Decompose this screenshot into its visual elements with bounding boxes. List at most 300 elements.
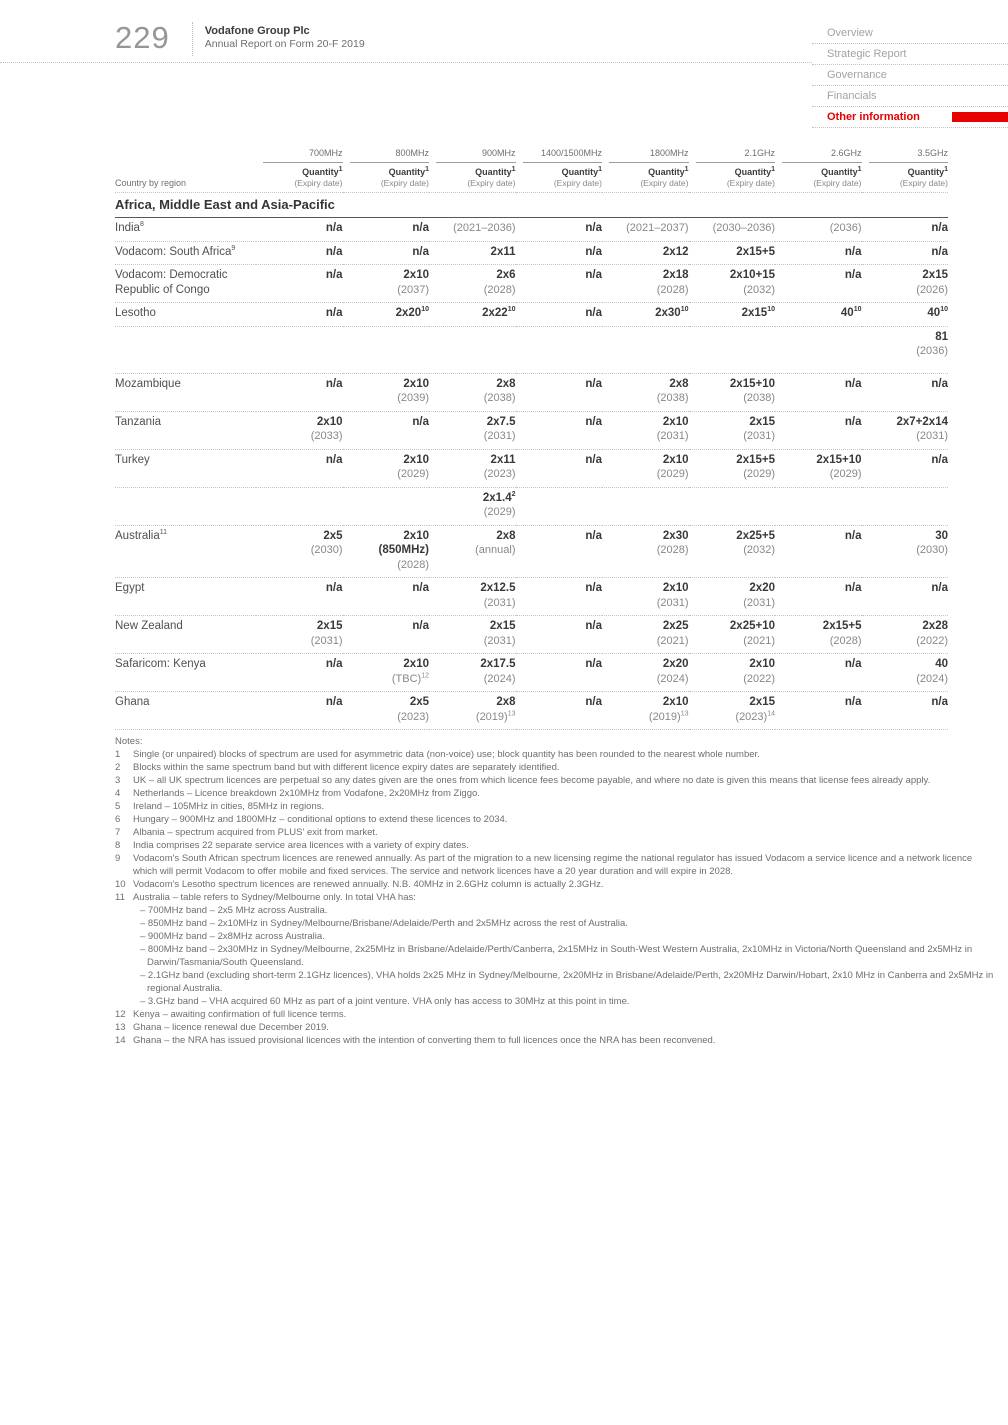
spectrum-cell bbox=[429, 303, 516, 327]
spectrum-cell bbox=[862, 692, 949, 730]
page-number: 229 bbox=[115, 20, 170, 55]
expiry-date: (2038) bbox=[483, 392, 516, 404]
spectrum-cell bbox=[429, 241, 516, 265]
table-row bbox=[115, 525, 948, 578]
quantity-value: n/a bbox=[585, 658, 602, 670]
note-item bbox=[115, 826, 995, 839]
note-text: Blocks within the same spectrum band but with different licence expiry dates are separately identified. bbox=[133, 762, 560, 773]
band-label: 800MHz bbox=[350, 148, 430, 163]
page-header bbox=[115, 20, 365, 56]
spectrum-cell bbox=[689, 578, 776, 616]
quantity-value: 2x10 bbox=[403, 529, 429, 542]
nav-item-other-information[interactable] bbox=[812, 107, 1008, 128]
note-item bbox=[115, 839, 995, 852]
spectrum-cell bbox=[256, 303, 343, 327]
note-number: 13 bbox=[115, 1022, 126, 1033]
country-cell: Ghana bbox=[115, 692, 256, 730]
spectrum-cell bbox=[343, 692, 430, 730]
expiry-date: (2028) bbox=[829, 634, 862, 647]
note-item bbox=[115, 1021, 995, 1034]
spectrum-cell bbox=[516, 449, 603, 487]
expiry-label: (Expiry date) bbox=[899, 178, 948, 188]
quantity-value: 2x10 bbox=[662, 453, 689, 466]
quantity-value: 2x17.5 bbox=[480, 658, 516, 670]
quantity-value: n/a bbox=[585, 529, 602, 542]
spectrum-cell bbox=[429, 411, 516, 449]
note-text: Vodacom's South African spectrum licences are renewed annually. As part of the migration to a new licensing regime the national regulator has issued Vodacom a service licence and a network licence which will permit Vodacom to offer mobile and fixed services. The service and network licences have a 20 year duration and will expire in 2028. bbox=[133, 853, 973, 877]
quantity-value: n/a bbox=[931, 582, 948, 594]
band-header-cell bbox=[689, 148, 776, 193]
expiry-date: (2023) bbox=[397, 710, 429, 723]
spectrum-table bbox=[115, 148, 948, 730]
expiry-date: $(2023)^{14}$ bbox=[735, 709, 775, 723]
note-text: Australia – table refers to Sydney/Melbourne only. In total VHA has: – 700MHz band – 2x5 MHz across Australia. – 850MHz band – 2x10MHz in Sydney/Melbourne/Brisbane/Adelaide/Perth and 2x5MHz across the rest of Australia. – 900MHz band – 2x8MHz across Australia. – 800MHz band – 2x30MHz in Sydney/Melbourne, 2x25MHz in Brisbane/Adelaide/Perth/Canberra, 2x15MHz in South-West Western Australia, 2x10MHz in Victoria/North Queensland and 2x5MHz in Darwin/Tasmania/South Queensland. – 2.1GHz band (excluding short-term 2.1GHz licences), VHA holds 2x25 MHz in Sydney/Melbourne, 2x20MHz in Brisbane/Adelaide/Perth, 2x20MHz Darwin/Hobart, 2x10 MHz in Canberra and 2x5MHz in regional Australia. – 3.GHz band – VHA acquired 60 MHz as part of a joint venture. VHA only has access to 30MHz at this point in time. bbox=[133, 892, 994, 1007]
spectrum-cell bbox=[343, 411, 430, 449]
table-row bbox=[115, 578, 948, 616]
quantity-value: n/a bbox=[585, 620, 602, 632]
spectrum-cell bbox=[862, 241, 949, 265]
note-text: Albania – spectrum acquired from PLUS' exit from market. bbox=[133, 827, 378, 838]
spectrum-cell bbox=[775, 487, 862, 525]
spectrum-cell bbox=[429, 373, 516, 411]
expiry-date: (2031) bbox=[656, 430, 689, 442]
quantity-value: 2x10 bbox=[403, 269, 429, 281]
quantity-value: n/a bbox=[325, 582, 343, 594]
table-header-row bbox=[115, 148, 948, 193]
note-item bbox=[115, 813, 995, 826]
quantity-value: (850MHz) bbox=[378, 544, 429, 556]
band-label: 2.6GHz bbox=[782, 148, 862, 163]
quantity-value: 2x20 bbox=[749, 582, 775, 594]
spectrum-cell bbox=[343, 525, 430, 578]
spectrum-cell bbox=[343, 373, 430, 411]
spectrum-cell bbox=[775, 326, 862, 373]
expiry-date: (2037) bbox=[397, 283, 429, 296]
note-number: 10 bbox=[115, 879, 126, 890]
quantity-value: 2x28 bbox=[922, 620, 948, 632]
spectrum-cell bbox=[602, 241, 689, 265]
quantity-value: 2x8 bbox=[496, 696, 516, 708]
spectrum-cell bbox=[256, 692, 343, 730]
nav-item-label: Governance bbox=[827, 69, 887, 81]
expiry-date: (2031) bbox=[916, 430, 948, 442]
quantity-value: n/a bbox=[844, 529, 862, 542]
spectrum-cell bbox=[602, 265, 689, 303]
quantity-value: n/a bbox=[844, 658, 862, 670]
quantity-value: 2x10 bbox=[749, 658, 775, 670]
note-subitem: – 850MHz band – 2x10MHz in Sydney/Melbourne/Brisbane/Adelaide/Perth and 2x5MHz across the rest of Australia. bbox=[140, 918, 628, 929]
quantity-label: Quantity$^1$ bbox=[302, 166, 343, 177]
spectrum-cell bbox=[602, 373, 689, 411]
expiry-date: (2036) bbox=[916, 345, 948, 357]
expiry-date: (2031) bbox=[310, 634, 343, 647]
spectrum-cell bbox=[429, 692, 516, 730]
spectrum-cell bbox=[516, 411, 603, 449]
spectrum-cell bbox=[862, 218, 949, 242]
quantity-value: $2x20^{10}$ bbox=[395, 306, 429, 319]
band-header-cell bbox=[602, 148, 689, 193]
expiry-date: (2038) bbox=[656, 392, 689, 404]
note-item bbox=[115, 878, 995, 891]
note-number: 4 bbox=[115, 788, 121, 799]
spectrum-cell bbox=[689, 692, 776, 730]
spectrum-cell bbox=[602, 654, 689, 692]
band-header-cell bbox=[429, 148, 516, 193]
spectrum-cell bbox=[775, 578, 862, 616]
quantity-value: 2x12 bbox=[662, 245, 689, 258]
quantity-value: n/a bbox=[412, 620, 429, 632]
spectrum-cell bbox=[343, 654, 430, 692]
spectrum-cell bbox=[516, 616, 603, 654]
spectrum-cell bbox=[516, 525, 603, 578]
expiry-date: (2033) bbox=[310, 430, 343, 442]
expiry-date: $(2019)^{13}$ bbox=[648, 709, 689, 723]
spectrum-cell bbox=[862, 373, 949, 411]
quantity-value: 2x10+15 bbox=[729, 269, 775, 281]
quantity-value: n/a bbox=[931, 245, 948, 258]
note-number: 12 bbox=[115, 1009, 126, 1020]
note-number: 9 bbox=[115, 853, 121, 864]
country-cell: Australia$^{11}$ bbox=[115, 525, 256, 578]
notes-list bbox=[115, 748, 995, 1047]
quantity-value: $40^{10}$ bbox=[927, 306, 948, 319]
quantity-value: n/a bbox=[325, 696, 343, 708]
quantity-value: 2x10 bbox=[403, 377, 429, 390]
country-cell: Vodacom: Democratic Republic of Congo bbox=[115, 265, 256, 303]
expiry-date: (2028) bbox=[656, 283, 689, 296]
expiry-label: (Expiry date) bbox=[813, 178, 862, 188]
expiry-date: (2024) bbox=[483, 672, 516, 685]
spectrum-cell bbox=[343, 265, 430, 303]
note-item bbox=[115, 761, 995, 774]
quantity-value: n/a bbox=[931, 222, 948, 234]
spectrum-cell bbox=[602, 692, 689, 730]
spectrum-cell bbox=[862, 326, 949, 373]
country-cell: New Zealand bbox=[115, 616, 256, 654]
quantity-value: 2x8 bbox=[496, 377, 516, 390]
nav-item-governance[interactable] bbox=[812, 65, 1008, 86]
spectrum-cell bbox=[343, 326, 430, 373]
quantity-value: 2x15 bbox=[922, 269, 948, 281]
expiry-date: (2029) bbox=[829, 468, 862, 480]
note-text: Vodacom's Lesotho spectrum licences are renewed annually. N.B. 40MHz in 2.6GHz column is actually 2.3GHz. bbox=[133, 879, 604, 890]
quantity-value: 2x18 bbox=[662, 269, 689, 281]
expiry-label: (Expiry date) bbox=[640, 178, 689, 188]
quantity-value: 2x7+2x14 bbox=[896, 415, 948, 428]
expiry-date: (2030–2036) bbox=[712, 222, 775, 234]
quantity-value: $2x22^{10}$ bbox=[482, 306, 516, 319]
expiry-date: (annual) bbox=[475, 544, 516, 556]
table-row bbox=[115, 449, 948, 487]
nav-item-financials[interactable] bbox=[812, 86, 1008, 107]
quantity-value: 2x10 bbox=[403, 453, 429, 466]
quantity-value: 2x15 bbox=[316, 620, 343, 632]
expiry-date: (2030) bbox=[310, 544, 343, 556]
country-cell bbox=[115, 487, 256, 525]
band-label: 700MHz bbox=[263, 148, 343, 163]
quantity-value: 2x5 bbox=[323, 529, 343, 542]
spectrum-cell bbox=[256, 654, 343, 692]
spectrum-cell bbox=[429, 578, 516, 616]
spectrum-cell bbox=[689, 241, 776, 265]
quantity-value: n/a bbox=[931, 453, 948, 466]
note-number: 6 bbox=[115, 814, 121, 825]
quantity-value: 2x15 bbox=[749, 696, 775, 708]
nav-item-label: Strategic Report bbox=[827, 48, 907, 60]
note-item bbox=[115, 774, 995, 787]
band-header-cell bbox=[862, 148, 949, 193]
quantity-value: 2x25+10 bbox=[729, 620, 775, 632]
quantity-value: n/a bbox=[585, 453, 602, 466]
quantity-value: n/a bbox=[585, 222, 602, 234]
expiry-date: (2021–2036) bbox=[453, 222, 516, 234]
expiry-date: (2024) bbox=[916, 672, 948, 685]
note-text: UK – all UK spectrum licences are perpetual so any dates given are the ones from which licence fees become payable, and where no date is given this means that license fees already apply. bbox=[133, 775, 931, 786]
quantity-value: n/a bbox=[325, 453, 343, 466]
spectrum-cell bbox=[429, 616, 516, 654]
note-text: Single (or unpaired) blocks of spectrum are used for asymmetric data (non-voice) use; block quantity has been rounded to the nearest whole number. bbox=[133, 749, 760, 760]
quantity-value: n/a bbox=[585, 582, 602, 594]
spectrum-cell bbox=[775, 654, 862, 692]
table-row bbox=[115, 487, 948, 525]
spectrum-cell bbox=[516, 487, 603, 525]
spectrum-cell bbox=[429, 487, 516, 525]
quantity-value: 2x10 bbox=[316, 415, 343, 428]
spectrum-cell bbox=[862, 616, 949, 654]
quantity-value: 2x20 bbox=[662, 658, 689, 670]
spectrum-cell bbox=[862, 449, 949, 487]
note-text: India comprises 22 separate service area licences with a variety of expiry dates. bbox=[133, 840, 469, 851]
nav-item-label: Overview bbox=[827, 27, 873, 39]
expiry-date: (2021–2037) bbox=[626, 222, 689, 234]
note-subitem: – 2.1GHz band (excluding short-term 2.1GHz licences), VHA holds 2x25 MHz in Sydney/Melbourne, 2x20MHz in Brisbane/Adelaide/Perth, 2x20MHz Darwin/Hobart, 2x10 MHz in Canberra and 2x5MHz in regional Australia. bbox=[140, 970, 994, 994]
expiry-date: (2024) bbox=[656, 672, 689, 685]
spectrum-cell bbox=[429, 326, 516, 373]
expiry-date: (2022) bbox=[916, 634, 948, 647]
note-item bbox=[115, 891, 995, 1008]
table-row bbox=[115, 303, 948, 327]
quantity-value: $2x30^{10}$ bbox=[655, 306, 689, 319]
spectrum-cell bbox=[343, 241, 430, 265]
note-number: 1 bbox=[115, 749, 121, 760]
expiry-date: (2021) bbox=[743, 634, 775, 647]
quantity-value: 2x30 bbox=[662, 529, 689, 542]
expiry-date: (2028) bbox=[483, 283, 516, 296]
expiry-date: (2030) bbox=[916, 544, 948, 556]
spectrum-cell bbox=[429, 449, 516, 487]
nav-item-strategic-report[interactable] bbox=[812, 44, 1008, 65]
spectrum-cell bbox=[256, 326, 343, 373]
quantity-value: 2x12.5 bbox=[480, 582, 516, 594]
spectrum-cell bbox=[343, 449, 430, 487]
quantity-value: 2x5 bbox=[409, 696, 429, 708]
quantity-value: n/a bbox=[844, 696, 862, 708]
quantity-value: 2x15+5 bbox=[736, 453, 775, 466]
band-label: 2.1GHz bbox=[696, 148, 776, 163]
spectrum-cell bbox=[602, 218, 689, 242]
notes-section bbox=[115, 735, 995, 1047]
note-number: 2 bbox=[115, 762, 121, 773]
spectrum-cell bbox=[256, 449, 343, 487]
expiry-date: (2031) bbox=[483, 596, 516, 609]
band-header-cell bbox=[343, 148, 430, 193]
spectrum-cell bbox=[516, 303, 603, 327]
expiry-date: (2028) bbox=[656, 544, 689, 556]
expiry-date: $(2019)^{13}$ bbox=[475, 709, 516, 723]
spectrum-cell bbox=[516, 654, 603, 692]
quantity-value: n/a bbox=[585, 415, 602, 428]
quantity-value: n/a bbox=[931, 696, 948, 708]
note-subitem: – 800MHz band – 2x30MHz in Sydney/Melbourne, 2x25MHz in Brisbane/Adelaide/Perth/Canberra, 2x15MHz in South-West Western Australia, 2x10MHz in Victoria/North Queensland and 2x5MHz in Darwin/Tasmania/South Queensland. bbox=[140, 944, 973, 968]
expiry-label: (Expiry date) bbox=[380, 178, 429, 188]
note-number: 14 bbox=[115, 1035, 126, 1046]
spectrum-cell bbox=[689, 218, 776, 242]
quantity-value: n/a bbox=[585, 377, 602, 390]
quantity-value: 2x10 bbox=[662, 582, 689, 594]
quantity-value: 2x15+10 bbox=[816, 453, 862, 466]
note-number: 8 bbox=[115, 840, 121, 851]
expiry-label: (Expiry date) bbox=[726, 178, 775, 188]
spectrum-cell bbox=[429, 265, 516, 303]
quantity-value: $2x15^{10}$ bbox=[741, 306, 775, 319]
spectrum-cell bbox=[602, 411, 689, 449]
note-item bbox=[115, 787, 995, 800]
spectrum-cell bbox=[256, 218, 343, 242]
country-cell: Safaricom: Kenya bbox=[115, 654, 256, 692]
note-text: Kenya – awaiting confirmation of full licence terms. bbox=[133, 1009, 347, 1020]
spectrum-cell bbox=[602, 326, 689, 373]
expiry-date: (2029) bbox=[656, 468, 689, 480]
spectrum-cell bbox=[862, 487, 949, 525]
spectrum-cell bbox=[256, 265, 343, 303]
quantity-value: n/a bbox=[325, 269, 343, 281]
quantity-label: Quantity$^1$ bbox=[821, 166, 862, 177]
nav-item-label: Other information bbox=[827, 111, 920, 123]
region-section-title: Africa, Middle East and Asia-Pacific bbox=[115, 193, 948, 218]
table-row bbox=[115, 373, 948, 411]
quantity-value: 2x8 bbox=[669, 377, 689, 390]
quantity-value: 2x10 bbox=[662, 696, 689, 708]
spectrum-cell bbox=[516, 578, 603, 616]
nav-item-overview[interactable] bbox=[812, 23, 1008, 44]
expiry-date: (2023) bbox=[483, 468, 516, 480]
note-number: 5 bbox=[115, 801, 121, 812]
spectrum-cell bbox=[862, 303, 949, 327]
quantity-label: Quantity$^1$ bbox=[475, 166, 516, 177]
quantity-value: n/a bbox=[844, 415, 862, 428]
quantity-value: 2x6 bbox=[496, 269, 516, 281]
spectrum-cell bbox=[689, 265, 776, 303]
country-cell: Egypt bbox=[115, 578, 256, 616]
spectrum-cell bbox=[516, 692, 603, 730]
band-header-cell bbox=[775, 148, 862, 193]
company-name: Vodafone Group Plc bbox=[204, 25, 310, 37]
quantity-value: 2x15 bbox=[489, 620, 516, 632]
header-divider bbox=[192, 22, 193, 56]
nav-item-label: Financials bbox=[827, 90, 877, 102]
quantity-value: n/a bbox=[412, 222, 429, 234]
spectrum-cell bbox=[256, 373, 343, 411]
table-row bbox=[115, 654, 948, 692]
note-item bbox=[115, 748, 995, 761]
expiry-date: (2022) bbox=[743, 672, 775, 685]
note-number: 11 bbox=[115, 892, 125, 903]
quantity-value: n/a bbox=[844, 245, 862, 258]
spectrum-cell bbox=[862, 265, 949, 303]
spectrum-cell bbox=[429, 218, 516, 242]
quantity-value: 2x25 bbox=[662, 620, 689, 632]
expiry-label: (Expiry date) bbox=[294, 178, 343, 188]
notes-title: Notes: bbox=[115, 736, 143, 747]
quantity-value: n/a bbox=[325, 377, 343, 390]
note-text: Hungary – 900MHz and 1800MHz – conditional options to extend these licences to 2034. bbox=[133, 814, 508, 825]
country-cell: Vodacom: South Africa$^9$ bbox=[115, 241, 256, 265]
quantity-value: n/a bbox=[585, 307, 602, 319]
quantity-value: 40 bbox=[935, 658, 948, 670]
quantity-label: Quantity$^1$ bbox=[734, 166, 775, 177]
spectrum-cell bbox=[775, 241, 862, 265]
spectrum-cell bbox=[516, 265, 603, 303]
spectrum-cell bbox=[343, 616, 430, 654]
region-section-row bbox=[115, 193, 948, 218]
table-row bbox=[115, 411, 948, 449]
expiry-date: (2029) bbox=[483, 506, 516, 518]
spectrum-table-wrap bbox=[115, 148, 948, 730]
expiry-label: (Expiry date) bbox=[553, 178, 602, 188]
quantity-label: Quantity$^1$ bbox=[388, 166, 429, 177]
country-cell: Tanzania bbox=[115, 411, 256, 449]
spectrum-cell bbox=[602, 616, 689, 654]
country-cell: Turkey bbox=[115, 449, 256, 487]
quantity-value: n/a bbox=[325, 245, 343, 258]
quantity-value: n/a bbox=[585, 245, 602, 258]
country-header-cell bbox=[115, 148, 256, 193]
active-section-bar bbox=[952, 112, 1008, 122]
spectrum-cell bbox=[689, 303, 776, 327]
spectrum-cell bbox=[689, 487, 776, 525]
spectrum-cell bbox=[256, 241, 343, 265]
spectrum-cell bbox=[256, 487, 343, 525]
section-nav bbox=[812, 23, 1008, 128]
spectrum-cell bbox=[689, 373, 776, 411]
quantity-value: n/a bbox=[844, 582, 862, 594]
spectrum-cell bbox=[343, 578, 430, 616]
spectrum-cell bbox=[862, 578, 949, 616]
spectrum-cell bbox=[689, 654, 776, 692]
note-number: 3 bbox=[115, 775, 121, 786]
spectrum-cell bbox=[689, 411, 776, 449]
note-subitem: – 700MHz band – 2x5 MHz across Australia. bbox=[140, 905, 328, 916]
band-label: 900MHz bbox=[436, 148, 516, 163]
spectrum-cell bbox=[256, 616, 343, 654]
note-item bbox=[115, 800, 995, 813]
quantity-label: Quantity$^1$ bbox=[561, 166, 602, 177]
expiry-date: (2031) bbox=[483, 634, 516, 647]
quantity-value: n/a bbox=[325, 222, 343, 234]
quantity-value: n/a bbox=[585, 269, 602, 281]
note-text: Ireland – 105MHz in cities, 85MHz in regions. bbox=[133, 801, 325, 812]
band-label: 1400/1500MHz bbox=[523, 148, 603, 163]
expiry-date: (2021) bbox=[656, 634, 689, 647]
quantity-value: $40^{10}$ bbox=[840, 306, 862, 319]
quantity-value: 2x10 bbox=[403, 658, 429, 670]
spectrum-cell bbox=[602, 578, 689, 616]
note-text: Netherlands – Licence breakdown 2x10MHz from Vodafone, 2x20MHz from Ziggo. bbox=[133, 788, 480, 799]
note-subitem: – 3.GHz band – VHA acquired 60 MHz as part of a joint venture. VHA only has access to 30MHz at this point in time. bbox=[140, 996, 630, 1007]
spectrum-cell bbox=[862, 654, 949, 692]
spectrum-cell bbox=[689, 449, 776, 487]
spectrum-cell bbox=[516, 218, 603, 242]
